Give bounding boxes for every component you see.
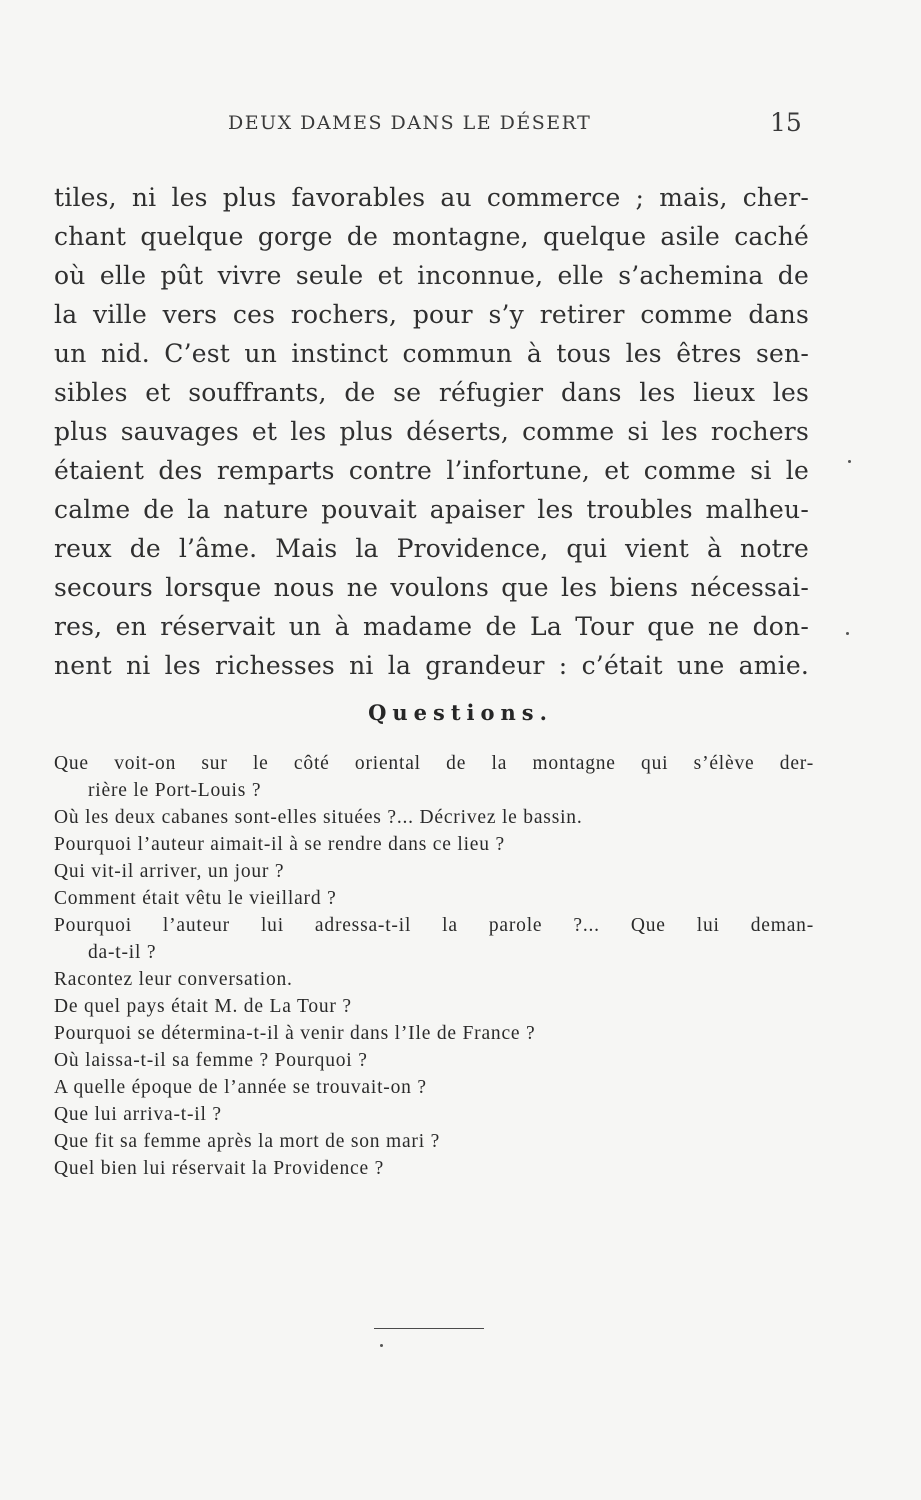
- question-line: Pourquoi se détermina-t-il à venir dans l’Ile de France ?: [54, 1023, 536, 1044]
- margin-speck: [848, 460, 851, 463]
- question-line: Qui vit-il arriver, un jour ?: [54, 861, 285, 882]
- body-line: sibles et souffrants, de se réfugier dans les lieux les: [54, 378, 809, 407]
- body-line: nent ni les richesses ni la grandeur : c’était une amie.: [54, 651, 809, 680]
- body-line: étaient des remparts contre l’infortune, et comme si le: [54, 456, 809, 485]
- question-line: Où laissa-t-il sa femme ? Pourquoi ?: [54, 1050, 368, 1071]
- question-line: Quel bien lui réservait la Providence ?: [54, 1158, 385, 1179]
- running-head: [0, 108, 921, 142]
- question-line: Où les deux cabanes sont-elles situées ?... Décrivez le bassin.: [54, 807, 583, 828]
- body-paragraph: [54, 178, 809, 685]
- question-line: Comment était vêtu le vieillard ?: [54, 888, 337, 909]
- question-line: Racontez leur conversation.: [54, 969, 293, 990]
- body-line: reux de l’âme. Mais la Providence, qui vient à notre: [54, 534, 809, 563]
- question-line: A quelle époque de l’année se trouvait-on ?: [54, 1077, 427, 1098]
- questions-list: [54, 750, 814, 1182]
- question-line: Que fit sa femme après la mort de son mari ?: [54, 1131, 441, 1152]
- question-line: De quel pays était M. de La Tour ?: [54, 996, 352, 1017]
- body-line: res, en réservait un à madame de La Tour que ne don-: [54, 612, 809, 641]
- question-line: Pourquoi l’auteur aimait-il à se rendre dans ce lieu ?: [54, 834, 505, 855]
- body-line: la ville vers ces rochers, pour s’y retirer comme dans: [54, 300, 809, 329]
- body-line: tiles, ni les plus favorables au commerce ; mais, cher-: [54, 183, 809, 212]
- end-rule: [374, 1328, 484, 1329]
- rule-dot: [380, 1344, 383, 1347]
- body-line: chant quelque gorge de montagne, quelque asile caché: [54, 222, 809, 251]
- margin-speck: [846, 632, 849, 635]
- question-line: da-t-il ?: [88, 942, 157, 963]
- question-line: rière le Port-Louis ?: [88, 780, 262, 801]
- body-line: secours lorsque nous ne voulons que les biens nécessai-: [54, 573, 809, 602]
- questions-heading: Questions.: [368, 700, 553, 725]
- question-line: Que voit-on sur le côté oriental de la montagne qui s’élève der-: [54, 753, 814, 774]
- body-line: calme de la nature pouvait apaiser les troubles malheu-: [54, 495, 809, 524]
- body-line: où elle pût vivre seule et inconnue, elle s’achemina de: [54, 261, 809, 290]
- question-line: Que lui arriva-t-il ?: [54, 1104, 222, 1125]
- running-title: DEUX DAMES DANS LE DÉSERT: [228, 112, 592, 134]
- page-number: 15: [770, 108, 802, 137]
- body-line: plus sauvages et les plus déserts, comme si les rochers: [54, 417, 809, 446]
- body-line: un nid. C’est un instinct commun à tous les êtres sen-: [54, 339, 809, 368]
- question-line: Pourquoi l’auteur lui adressa-t-il la parole ?... Que lui deman-: [54, 915, 814, 936]
